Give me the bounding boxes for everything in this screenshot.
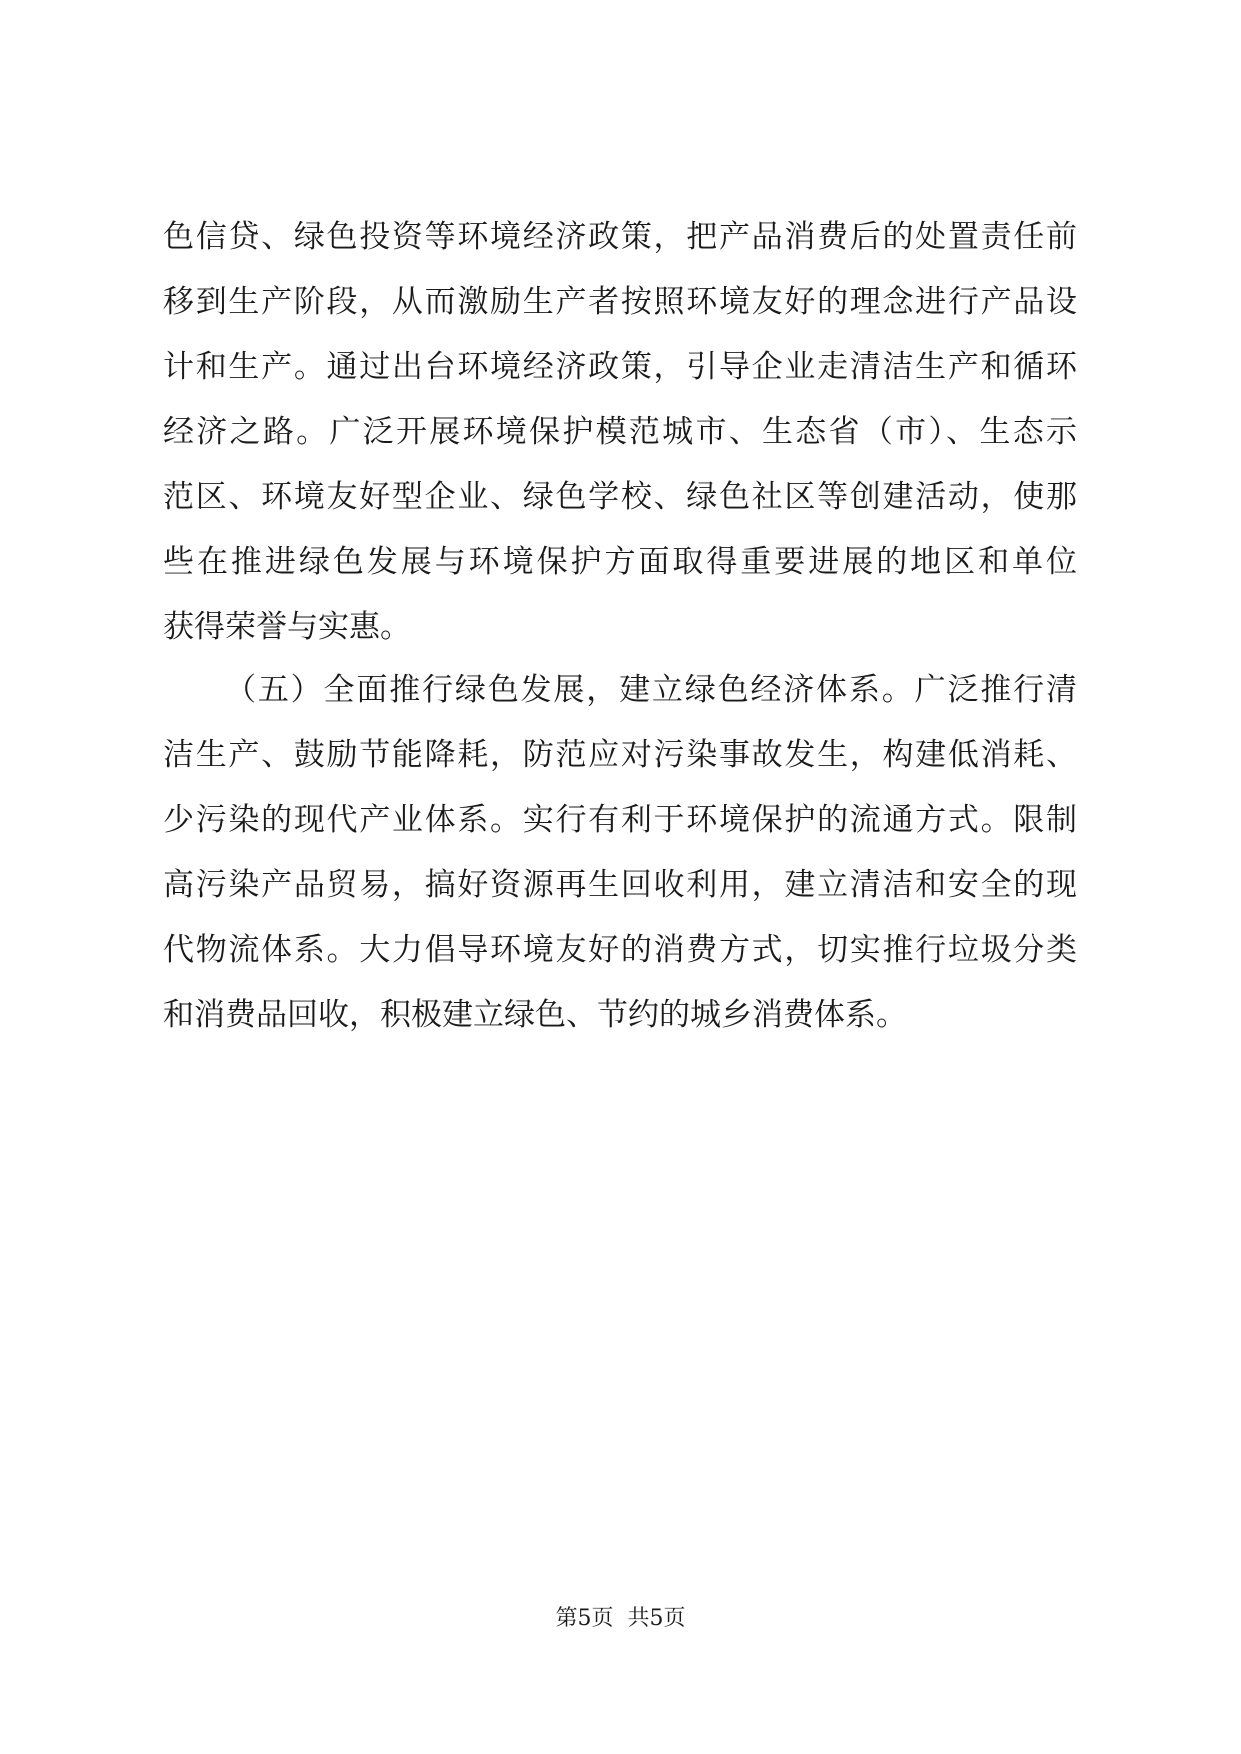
text-line: 范区、环境友好型企业、绿色学校、绿色社区等创建活动，使那	[163, 479, 1077, 515]
page-number-current: 第5页	[555, 1606, 614, 1631]
paragraph-continued	[163, 205, 1077, 660]
text-line: 洁生产、鼓励节能降耗，防范应对污染事故发生，构建低消耗、	[163, 737, 1077, 773]
paragraph-section-five	[163, 658, 1077, 1048]
text-line: 获得荣誉与实惠。	[163, 609, 411, 645]
page-number-total: 共5页	[627, 1606, 686, 1631]
page-footer	[0, 1604, 1241, 1634]
text-line: （五）全面推行绿色发展，建立绿色经济体系。广泛推行清	[225, 672, 1077, 708]
text-line: 计和生产。通过出台环境经济政策，引导企业走清洁生产和循环	[163, 349, 1077, 385]
text-line: 少污染的现代产业体系。实行有利于环境保护的流通方式。限制	[163, 802, 1077, 838]
text-line: 移到生产阶段，从而激励生产者按照环境友好的理念进行产品设	[163, 284, 1077, 320]
text-line: 高污染产品贸易，搞好资源再生回收利用，建立清洁和安全的现	[163, 867, 1077, 903]
text-line: 代物流体系。大力倡导环境友好的消费方式，切实推行垃圾分类	[163, 932, 1077, 968]
text-line: 些在推进绿色发展与环境保护方面取得重要进展的地区和单位	[163, 544, 1077, 580]
text-line: 色信贷、绿色投资等环境经济政策，把产品消费后的处置责任前	[163, 219, 1077, 255]
text-line: 和消费品回收，积极建立绿色、节约的城乡消费体系。	[163, 997, 907, 1033]
text-line: 经济之路。广泛开展环境保护模范城市、生态省（市）、生态示	[163, 414, 1077, 450]
